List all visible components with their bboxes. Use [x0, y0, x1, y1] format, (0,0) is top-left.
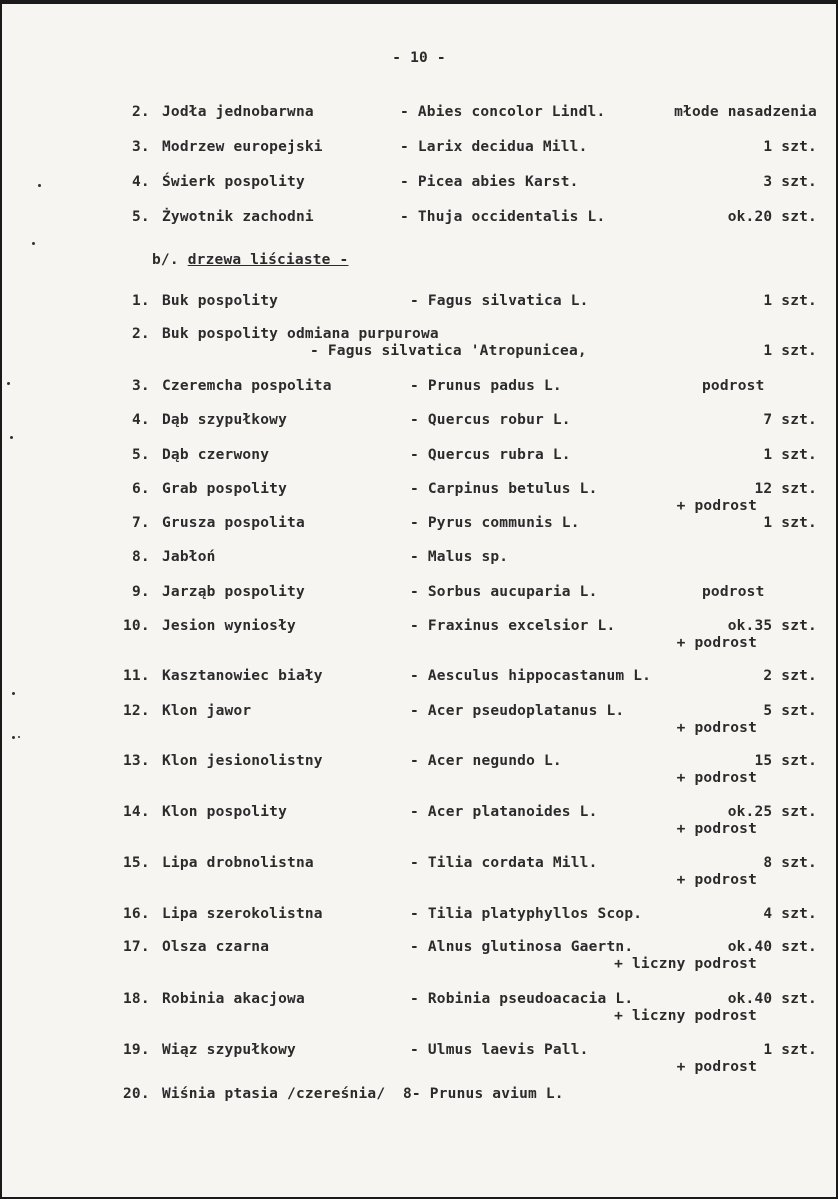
item-number: 8.: [132, 549, 150, 565]
item-number: 2.: [132, 326, 150, 342]
quantity-note: + podrost: [676, 821, 757, 837]
quantity-note: + podrost: [676, 1059, 757, 1075]
quantity: 4 szt.: [763, 906, 817, 922]
polish-name: Jesion wyniosły: [162, 618, 296, 634]
quantity-note: + podrost: [676, 720, 757, 736]
scan-speck: [10, 436, 13, 439]
polish-name: Robinia akacjowa: [162, 991, 305, 1007]
item-number: 1.: [132, 293, 150, 309]
item-number: 3.: [132, 378, 150, 394]
quantity: 1 szt.: [763, 343, 817, 359]
polish-name: Żywotnik zachodni: [162, 209, 314, 225]
item-number: 6.: [132, 481, 150, 497]
polish-name: Klon jawor: [162, 703, 252, 719]
scan-speck: [18, 736, 20, 738]
item-number: 15.: [123, 855, 150, 871]
quantity: 8 szt.: [763, 855, 817, 871]
latin-name: - Abies concolor Lindl.: [400, 104, 606, 120]
item-number: 17.: [123, 939, 150, 955]
latin-name: - Quercus rubra L.: [410, 447, 571, 463]
scan-speck: [32, 242, 35, 245]
quantity-note: + podrost: [676, 770, 757, 786]
quantity: ok.40 szt.: [727, 939, 817, 955]
item-number: 19.: [123, 1042, 150, 1058]
item-number: 3.: [132, 139, 150, 155]
latin-name: - Ulmus laevis Pall.: [410, 1042, 589, 1058]
quantity-note: + podrost: [676, 635, 757, 651]
item-number: 4.: [132, 412, 150, 428]
quantity: 2 szt.: [763, 668, 817, 684]
item-number: 7.: [132, 515, 150, 531]
latin-name: - Acer negundo L.: [410, 753, 562, 769]
page-number: - 10 -: [392, 50, 446, 66]
polish-name: Grusza pospolita: [162, 515, 305, 531]
polish-name: Grab pospolity: [162, 481, 288, 497]
quantity: podrost: [702, 584, 765, 600]
latin-name: - Fagus silvatica L.: [410, 293, 589, 309]
quantity-note: + podrost: [676, 498, 757, 514]
quantity: młode nasadzenia: [674, 104, 817, 120]
latin-name: - Carpinus betulus L.: [410, 481, 598, 497]
latin-name: - Prunus padus L.: [410, 378, 562, 394]
latin-name: - Malus sp.: [410, 549, 509, 565]
item-number: 4.: [132, 174, 150, 190]
latin-name: - Acer pseudoplatanus L.: [410, 703, 625, 719]
latin-name: - Tilia platyphyllos Scop.: [410, 906, 643, 922]
quantity-note: + podrost: [676, 872, 757, 888]
latin-name: - Aesculus hippocastanum L.: [410, 668, 652, 684]
quantity: 1 szt.: [763, 447, 817, 463]
document-page: [2, 4, 836, 1197]
item-number: 20.: [123, 1086, 150, 1102]
quantity: podrost: [702, 378, 765, 394]
latin-name: - Acer platanoides L.: [410, 804, 598, 820]
latin-name: - Tilia cordata Mill.: [410, 855, 598, 871]
item-number: 5.: [132, 447, 150, 463]
latin-name: - Fraxinus excelsior L.: [410, 618, 616, 634]
polish-name: Lipa szerokolistna: [162, 906, 323, 922]
polish-name: Buk pospolity: [162, 293, 279, 309]
quantity-note: + liczny podrost: [614, 956, 757, 972]
quantity: 1 szt.: [763, 1042, 817, 1058]
polish-name: Jodła jednobarwna: [162, 104, 314, 120]
section-prefix: b/.: [152, 252, 188, 268]
polish-name: Klon jesionolistny: [162, 753, 323, 769]
quantity: 15 szt.: [754, 753, 817, 769]
quantity: ok.25 szt.: [727, 804, 817, 820]
polish-name: Buk pospolity odmiana purpurowa: [162, 326, 439, 342]
polish-name: Olsza czarna: [162, 939, 270, 955]
item-number: 14.: [123, 804, 150, 820]
section-title: drzewa liściaste -: [187, 252, 349, 268]
latin-name: - Quercus robur L.: [410, 412, 571, 428]
item-number: 12.: [123, 703, 150, 719]
item-number: 5.: [132, 209, 150, 225]
item-number: 9.: [132, 584, 150, 600]
scan-speck: [38, 184, 41, 187]
quantity: 5 szt.: [763, 703, 817, 719]
quantity: ok.35 szt.: [727, 618, 817, 634]
latin-name: - Pyrus communis L.: [410, 515, 580, 531]
quantity: ok.20 szt.: [727, 209, 817, 225]
latin-name: - Thuja occidentalis L.: [400, 209, 606, 225]
polish-name: Klon pospolity: [162, 804, 288, 820]
quantity-note: + liczny podrost: [614, 1008, 757, 1024]
polish-name: Jarząb pospolity: [162, 584, 305, 600]
quantity: 1 szt.: [763, 139, 817, 155]
polish-name: Kasztanowiec biały: [162, 668, 323, 684]
latin-name: - Fagus silvatica 'Atropunicea,: [310, 343, 587, 359]
quantity: 3 szt.: [763, 174, 817, 190]
latin-name: 8- Prunus avium L.: [403, 1086, 564, 1102]
polish-name: Dąb szypułkowy: [162, 412, 288, 428]
scan-speck: [12, 736, 15, 739]
item-number: 13.: [123, 753, 150, 769]
latin-name: - Picea abies Karst.: [400, 174, 579, 190]
polish-name: Czeremcha pospolita: [162, 378, 332, 394]
quantity: 12 szt.: [754, 481, 817, 497]
polish-name: Dąb czerwony: [162, 447, 270, 463]
scan-speck: [7, 382, 10, 385]
polish-name: Lipa drobnolistna: [162, 855, 314, 871]
latin-name: - Sorbus aucuparia L.: [410, 584, 598, 600]
polish-name: Jabłoń: [162, 549, 216, 565]
scan-speck: [12, 692, 15, 695]
polish-name: Świerk pospolity: [162, 174, 305, 190]
latin-name: - Larix decidua Mill.: [400, 139, 588, 155]
item-number: 2.: [132, 104, 150, 120]
section-heading: [152, 252, 348, 269]
item-number: 16.: [123, 906, 150, 922]
quantity: ok.40 szt.: [727, 991, 817, 1007]
polish-name: Wiśnia ptasia /czereśnia/: [162, 1086, 386, 1102]
quantity: 7 szt.: [763, 412, 817, 428]
item-number: 18.: [123, 991, 150, 1007]
item-number: 11.: [123, 668, 150, 684]
quantity: 1 szt.: [763, 293, 817, 309]
latin-name: - Robinia pseudoacacia L.: [410, 991, 634, 1007]
item-number: 10.: [123, 618, 150, 634]
quantity: 1 szt.: [763, 515, 817, 531]
latin-name: - Alnus glutinosa Gaertn.: [410, 939, 634, 955]
polish-name: Wiąz szypułkowy: [162, 1042, 296, 1058]
polish-name: Modrzew europejski: [162, 139, 323, 155]
